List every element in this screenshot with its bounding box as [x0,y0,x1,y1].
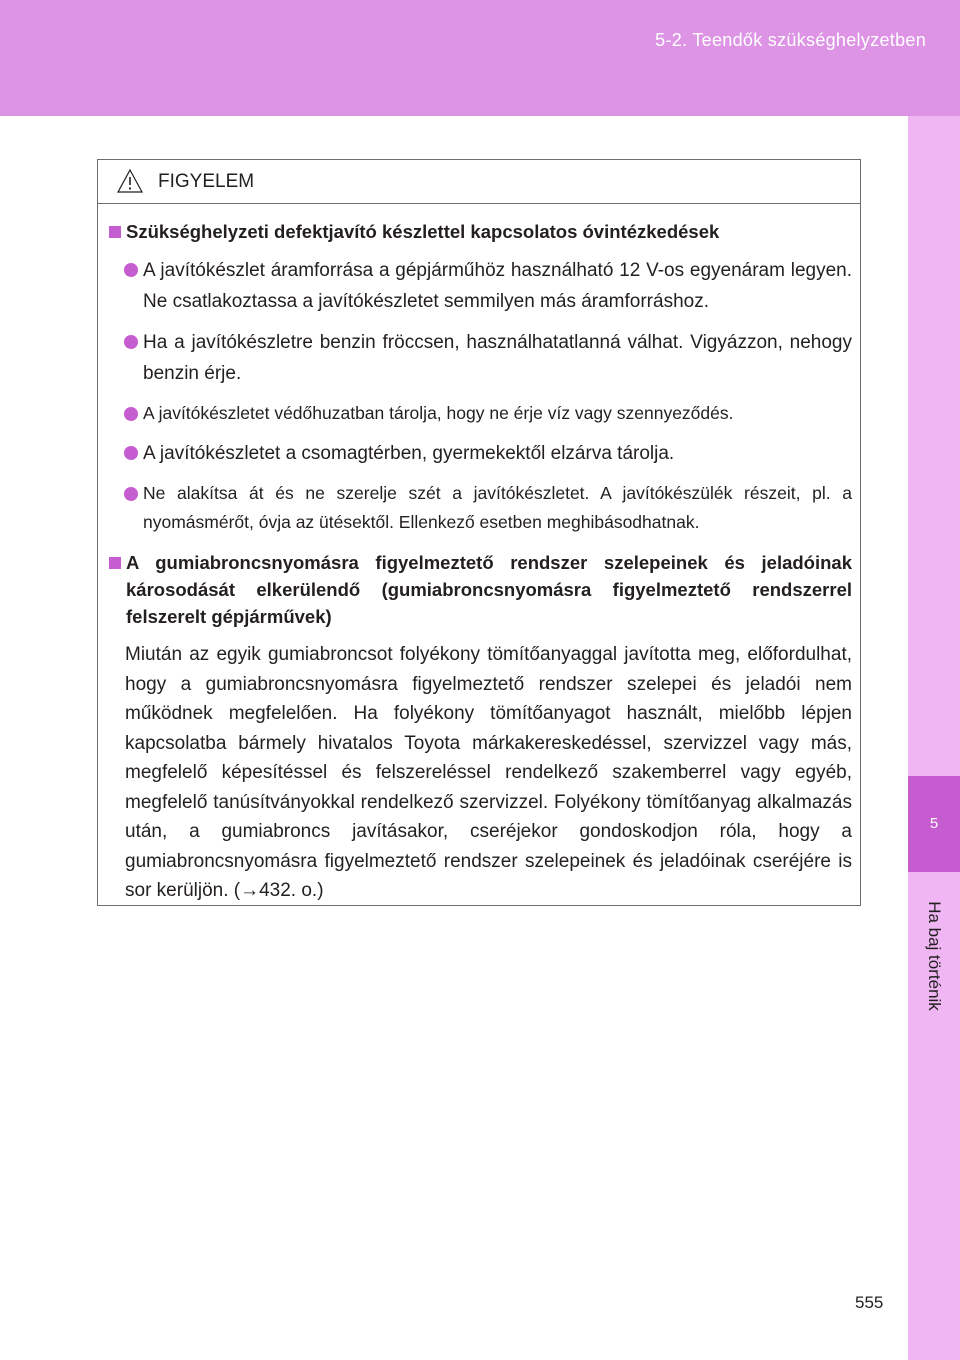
page-number: 555 [855,1293,884,1312]
section-heading-text: Szükséghelyzeti defektjavító készlettel kapcsolatos óvintézkedések [126,221,720,242]
bullet-text: A javítókészletet védőhuzatban tárolja, hogy ne érje víz vagy szennyeződés. [143,403,734,423]
bullet-text: A javítókészlet áramforrása a gépjárműhöz használható 12 V-os egyenáram legyen. Ne csatlakoztassa a javítókészletet semmilyen más áramforráshoz. [143,260,852,312]
warning-header [98,160,860,204]
round-bullet-icon [124,335,138,349]
round-bullet-icon [124,446,138,460]
bullet-text: A javítókészletet a csomagtérben, gyermekektől elzárva tárolja. [143,443,675,464]
section-heading-text: A gumiabroncsnyomásra figyelmeztető rendszer szelepeinek és jeladóinak károsodását elkerülendő (gumiabroncsnyomásra figyelmeztető rendszerrel felszerelt gépjárművek) [126,552,852,627]
bullet-item [98,327,860,389]
section-title: 5-2. Teendők szükséghelyzetben [655,30,926,50]
bullet-text: Ha a javítókészletre benzin fröccsen, használhatatlanná válhat. Vigyázzon, nehogy benzin érje. [143,332,852,384]
bullet-item [98,399,860,428]
section-paragraph: Miután az egyik gumiabroncsot folyékony tömítőanyaggal javította meg, előfordulhat, hogy a gumiabroncsnyomásra figyelmeztető rendszer szelepei és jeladói nem működnek megfelelően. Ha folyékony tömítőanyagot használt, mielőbb lépjen kapcsolatba bármely hivatalos Toyota márkakereskedéssel, szervizzel vagy más, megfelelő képesítéssel és felszereléssel rendelkező szakemberrel vagy egyéb, megfelelő tanúsítványokkal rendelkező szervizzel. Folyékony tömítőanyag alkalmazás után, a gumiabroncs javításakor, cseréjekor gondoskodjon róla, hogy a gumiabroncsnyomásra figyelmeztető rendszer szelepeinek és jeladóinak cseréjére is sor kerüljön. (→432. o.) [125,644,852,901]
round-bullet-icon [124,487,138,501]
bullet-item [98,255,860,317]
chapter-side-tab [908,116,960,1360]
warning-title: FIGYELEM [158,171,255,192]
round-bullet-icon [124,263,138,277]
bullet-item [98,438,860,469]
section-heading-tpms [98,549,860,630]
warning-box [97,159,861,906]
square-bullet-icon [109,226,121,238]
chapter-title: Ha baj történik [925,901,944,1011]
chapter-number: 5 [908,776,960,872]
section-heading-kit [98,218,860,245]
warning-content [98,212,860,906]
warning-triangle-icon [116,168,144,194]
bullet-text: Ne alakítsa át és ne szerelje szét a javítókészletet. A javítókészülék részeit, pl. a nyomásmérőt, óvja az ütésektől. Ellenkező esetben meghibásodhatnak. [143,483,852,532]
square-bullet-icon [109,557,121,569]
round-bullet-icon [124,407,138,421]
bullet-item [98,479,860,537]
page-header [0,0,960,116]
